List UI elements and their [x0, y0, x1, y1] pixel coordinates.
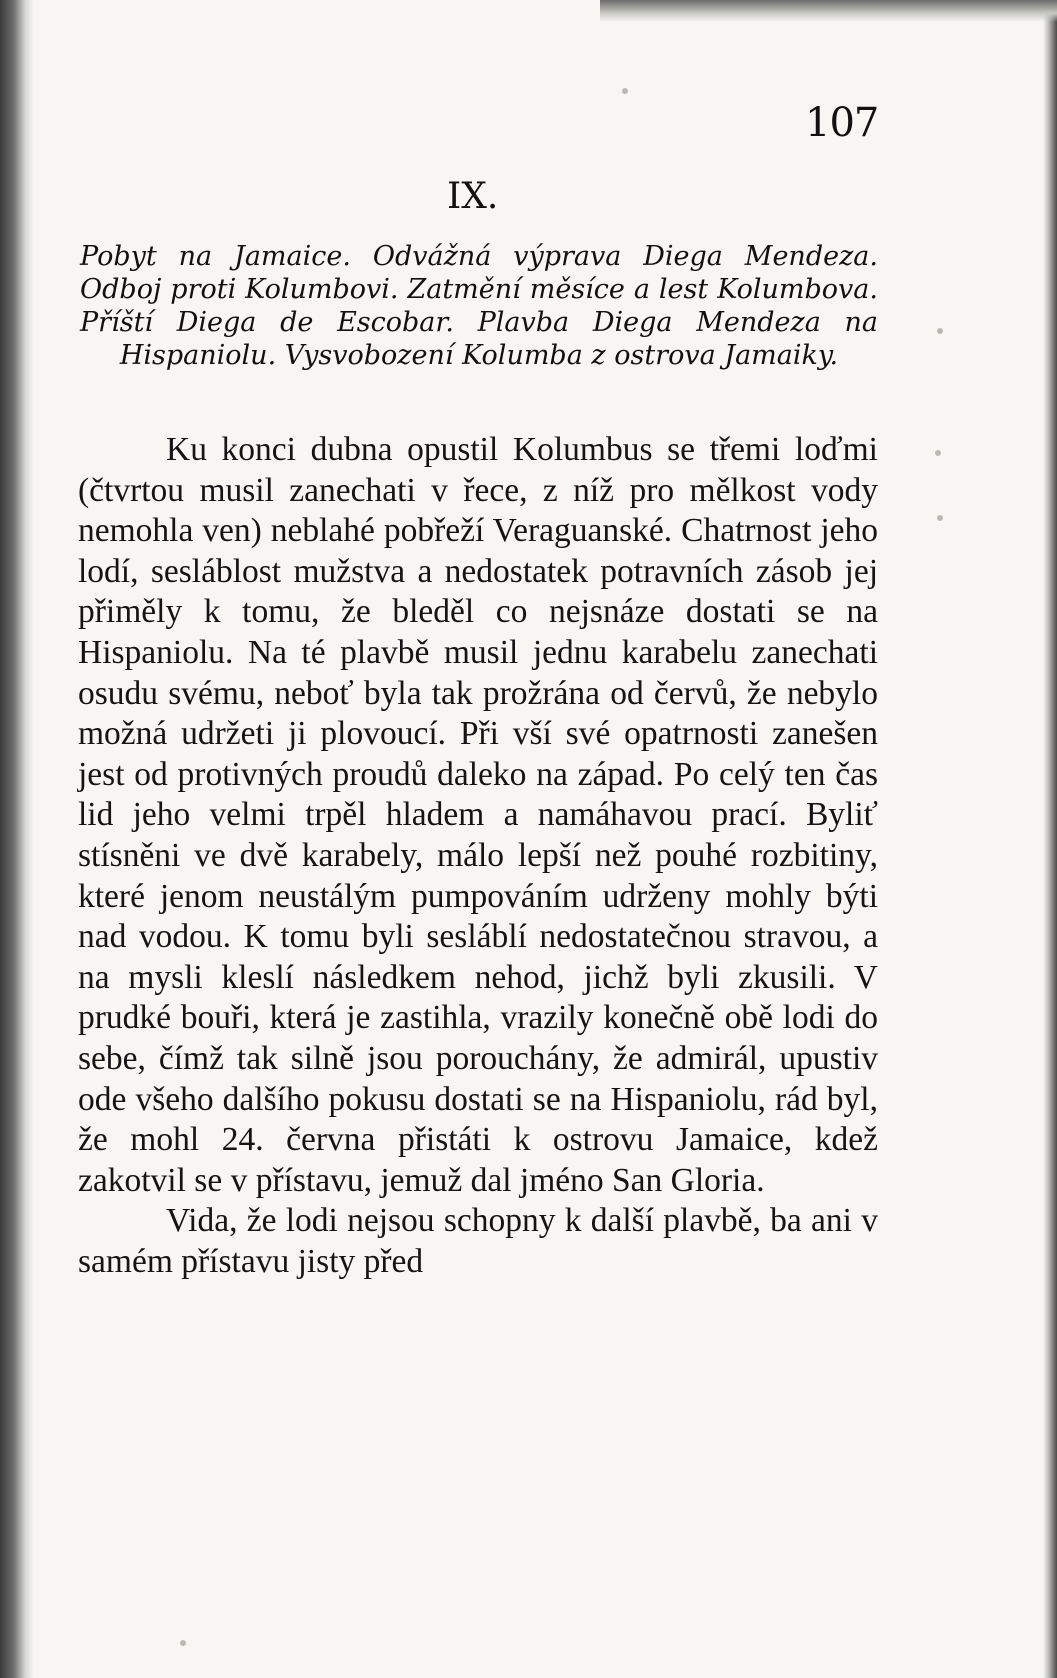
paper-speck [937, 328, 943, 334]
page-number: 107 [805, 100, 879, 146]
chapter-number: IX. [447, 176, 499, 217]
chapter-summary: Pobyt na Jamaice. Odvážná výprava Diega Mendeza. Odboj proti Kolumbovi. Zatmění měsíce a lest Kolumbova. Příští Diega de Escobar. Plavba Diega Mendeza na Hispaniolu. Vysvobození Kolumba z ostrova Jamaiky. [80, 241, 878, 371]
paragraph: Ku konci dubna opustil Kolumbus se třemi loďmi (čtvrtou musil zanechati v řece, z níž pro mělkost vody nemohla ven) neblahé pobřeží Veraguanské. Chatrnost jeho lodí, sesláblost mužstva a nedostatek potravních zásob jej přiměly k tomu, že bleděl co nejsnáze dostati se na Hispaniolu. Na té plavbě musil jednu karabelu zanechati osudu svému, neboť byla tak prožrána od červů, že nebylo možná udržeti ji plovoucí. Při vší své opatrnosti zanešen jest od protivných proudů daleko na západ. Po celý ten čas lid jeho velmi trpěl hladem a namáhavou prací. Byliť stísněni ve dvě karabely, málo lepší než pouhé rozbitiny, které jenom neustálým pumpováním udrženy mohly býti nad vodou. K tomu byli sesláblí nedostatečnou stravou, a na mysli kleslí následkem nehod, jichž byli zkusili. V prudké bouři, která je zastihla, vrazily konečně obě lodi do sebe, čímž tak silně jsou porouchány, že admirál, upustiv ode všeho dalšího pokusu dostati se na Hispaniolu, rád byl, že mohl 24. června přistáti k ostrovu Jamaice, kdež zakotvil se v přístavu, jemuž dal jméno San Gloria. [78, 431, 878, 1199]
page-binding-shadow [0, 0, 34, 1678]
paper-speck [937, 515, 943, 521]
paper-speck [935, 450, 941, 456]
body-text [78, 430, 878, 1282]
paper-speck [180, 1640, 186, 1646]
paper-speck [622, 88, 628, 94]
page-edge-shadow [1043, 0, 1057, 1678]
page-top-shadow [600, 0, 1057, 22]
paragraph: Vida, že lodi nejsou schopny k další plavbě, ba ani v samém přístavu jisty před [78, 1202, 878, 1280]
